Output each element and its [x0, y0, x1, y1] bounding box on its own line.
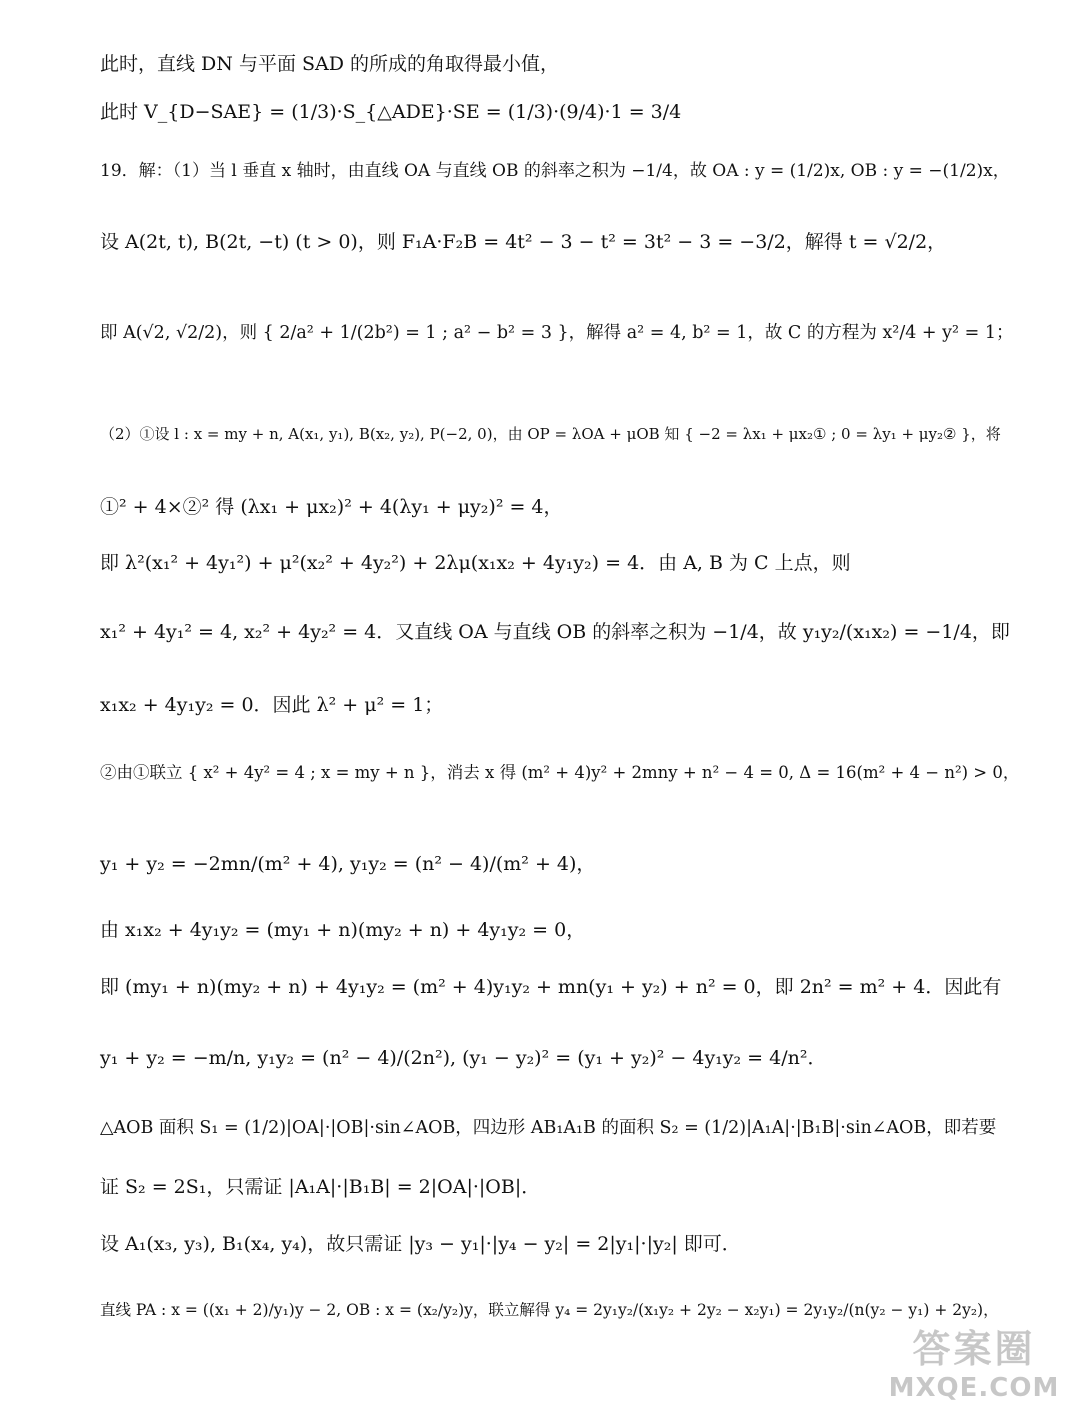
expanded-sum-line: 即 λ²(x₁² + 4y₁²) + μ²(x₂² + 4y₂²) + 2λμ(x₁x₂ + 4y₁y₂) = 4．由 A, B 为 C 上点，则	[100, 552, 851, 574]
slope-product-line: x₁² + 4y₁² = 4, x₂² + 4y₂² = 4．又直线 OA 与直线 OB 的斜率之积为 −1/4，故 y₁y₂/(x₁x₂) = −1/4，即	[100, 621, 1010, 643]
system-solve-line: ②由①联立 { x² + 4y² = 4 ; x = my + n }，消去 x 得 (m² + 4)y² + 2mny + n² − 4 = 0, Δ = 16(m² + 4 − n²) > 0，	[100, 763, 1020, 782]
problem-19-part1-line: 19．解：（1）当 l 垂直 x 轴时，由直线 OA 与直线 OB 的斜率之积为 −1/4，故 OA : y = (1/2)x, OB : y = −(1/2)x，	[100, 161, 1010, 181]
line-intersection-line: 直线 PA : x = ((x₁ + 2)/y₁)y − 2, OB : x = (x₂/y₂)y，联立解得 y₄ = 2y₁y₂/(x₁y₂ + 2y₂ − x₂y₁) = 2y₁y₂/(n(y₂ − y₁) + 2y₂)，	[100, 1301, 999, 1319]
expansion-line: 即 (my₁ + n)(my₂ + n) + 4y₁y₂ = (m² + 4)y₁y₂ + mn(y₁ + y₂) + n² = 0，即 2n² = m² + 4．因此有	[100, 976, 1002, 998]
watermark-logo: 答案圈	[912, 1327, 1036, 1371]
watermark-url: MXQE.COM	[888, 1373, 1060, 1403]
coordinate-setup-line: 设 A₁(x₃, y₃), B₁(x₄, y₄)，故只需证 |y₃ − y₁|·|y₄ − y₂| = 2|y₁|·|y₂| 即可．	[100, 1233, 741, 1255]
watermark	[884, 1318, 1064, 1403]
substitution-line: 由 x₁x₂ + 4y₁y₂ = (my₁ + n)(my₂ + n) + 4y₁y₂ = 0，	[100, 919, 586, 941]
part2-setup-line: （2）①设 l : x = my + n, A(x₁, y₁), B(x₂, y₂), P(−2, 0)，由 OP = λOA + μOB 知 { −2 = λx₁ + μx₂① ; 0 = λy₁ + μy₂② }，将	[100, 425, 1001, 443]
lambda-mu-line: x₁x₂ + 4y₁y₂ = 0．因此 λ² + μ² = 1；	[100, 694, 444, 716]
ellipse-equation-line: 即 A(√2, √2/2)，则 { 2/a² + 1/(2b²) = 1 ; a² − b² = 3 }，解得 a² = 4, b² = 1，故 C 的方程为 x²/4 + y² = 1；	[100, 323, 1014, 343]
area-line: △AOB 面积 S₁ = (1/2)|OA|·|OB|·sin∠AOB，四边形 AB₁A₁B 的面积 S₂ = (1/2)|A₁A|·|B₁B|·sin∠AOB，即若要	[100, 1118, 997, 1138]
difference-squared-line: y₁ + y₂ = −m/n, y₁y₂ = (n² − 4)/(2n²), (y₁ − y₂)² = (y₁ + y₂)² − 4y₁y₂ = 4/n²．	[100, 1047, 827, 1069]
squared-sum-line: ①² + 4×②² 得 (λx₁ + μx₂)² + 4(λy₁ + μy₂)² = 4，	[100, 496, 563, 518]
volume-formula-line: 此时 V_{D−SAE} = (1/3)·S_{△ADE}·SE = (1/3)·(9/4)·1 = 3/4	[100, 101, 682, 123]
text-line-1: 此时，直线 DN 与平面 SAD 的所成的角取得最小值，	[100, 53, 559, 75]
proof-goal-line: 证 S₂ = 2S₁，只需证 |A₁A|·|B₁B| = 2|OA|·|OB|．	[100, 1176, 541, 1198]
coordinates-line: 设 A(2t, t), B(2t, −t) (t > 0)，则 F₁A·F₂B = 4t² − 3 − t² = 3t² − 3 = −3/2，解得 t = √2/2，	[100, 231, 947, 253]
vieta-line: y₁ + y₂ = −2mn/(m² + 4), y₁y₂ = (n² − 4)/(m² + 4)，	[100, 853, 596, 875]
